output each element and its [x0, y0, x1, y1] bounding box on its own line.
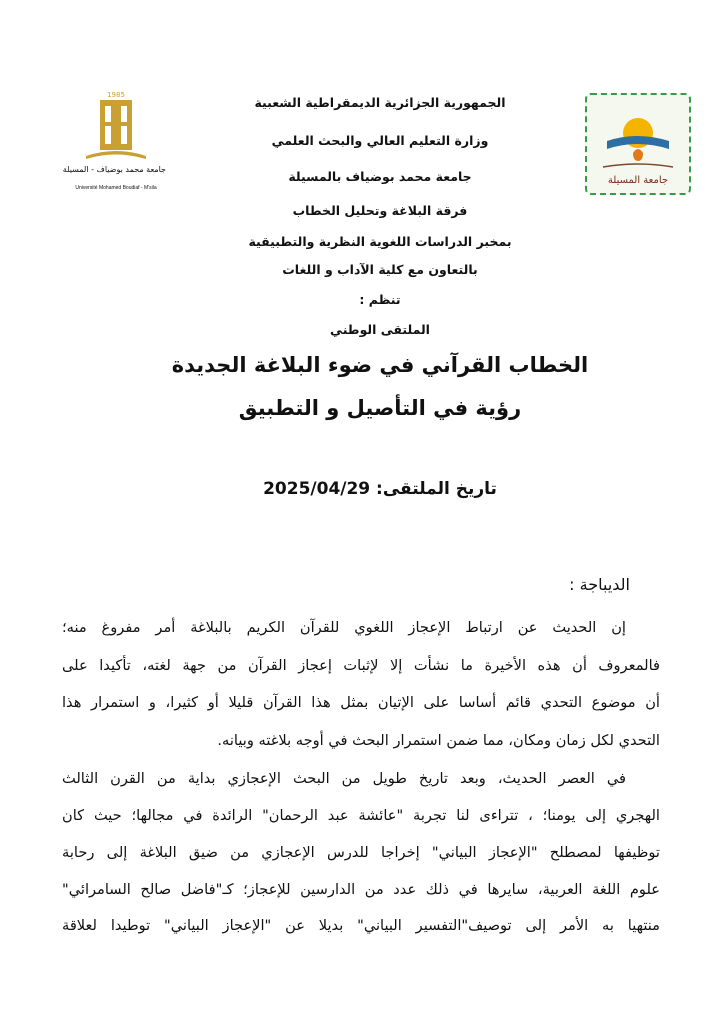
header-line-university: جامعة محمد بوضياف بالمسيلة: [288, 169, 472, 184]
lab-logo: [585, 93, 691, 195]
paragraph-line: في العصر الحديث، وبعد تاريخ طويل من البحث الإعجازي بداية من القرن الثالث: [62, 770, 626, 787]
header-line-republic: الجمهورية الجزائرية الديمقراطية الشعبية: [254, 95, 506, 110]
paragraph-line: توظيفها لمصطلح "الإعجاز البياني" إخراجا للدرس الإعجازي من ضيق البلاغة إلى رحابة: [62, 844, 660, 861]
paragraph-line: أن موضوع التحدي قائم أساسا على الإتيان بمثل هذا القرآن قليلا أو كثيرا، و استمرار هذا: [62, 694, 660, 711]
paragraph-line: منتهيا به الأمر إلى توصيف"التفسير البياني" بديلا عن "الإعجاز البياني" توطيدا لعلاقة: [62, 917, 660, 934]
conference-subtitle: رؤية في التأصيل و التطبيق: [238, 396, 522, 420]
university-tower-icon: [66, 88, 166, 164]
paragraph-line: التحدي لكل زمان ومكان، مما ضمن استمرار البحث في أوجه بلاغته وبيانه.: [217, 732, 660, 749]
logo-year: 1985: [107, 91, 125, 99]
section-heading: الديباجة :: [569, 575, 630, 594]
logo-name-fr: Université Mohamed Boudiaf - M'sila: [75, 185, 157, 191]
sun-wave-icon: [587, 95, 689, 171]
header-line-lab: بمخبر الدراسات اللغوية النظرية والتطبيقية: [248, 234, 512, 249]
paragraph-line: علوم اللغة العربية، سايرها في ذلك عدد من الدارسين للإعجاز؛ كـ"فاضل صالح السامرائي": [62, 881, 660, 898]
header-line-faculty: بالتعاون مع كلية الآداب و اللغات: [282, 262, 478, 277]
lab-logo-caption: جامعة المسيلة: [607, 175, 669, 186]
university-logo: [62, 88, 166, 196]
logo-name-ar: جامعة محمد بوضياف - المسيلة: [62, 165, 166, 174]
paragraph-line: الهجري إلى يومنا؛ ، تتراءى لنا تجربة "عائشة عبد الرحمان" الرائدة في مجالها؛ حيث كان: [62, 807, 660, 824]
header-line-team: فرقة البلاغة وتحليل الخطاب: [292, 203, 468, 218]
header-line-event: الملتقى الوطني: [330, 322, 430, 337]
header-line-organizes: تنظم :: [359, 292, 401, 307]
paragraph-line: فالمعروف أن هذه الأخيرة ما نشأت إلا لإثبات إعجاز القرآن من جهة لغته، تأكيدا على: [62, 657, 660, 674]
conference-title: الخطاب القرآني في ضوء البلاغة الجديدة: [171, 353, 589, 377]
header-line-ministry: وزارة التعليم العالي والبحث العلمي: [271, 133, 489, 148]
conference-date: تاريخ الملتقى: 2025/04/29: [263, 479, 497, 499]
paragraph-line: إن الحديث عن ارتباط الإعجاز اللغوي للقرآن الكريم بالبلاغة أمر مفروغ منه؛: [62, 619, 626, 636]
